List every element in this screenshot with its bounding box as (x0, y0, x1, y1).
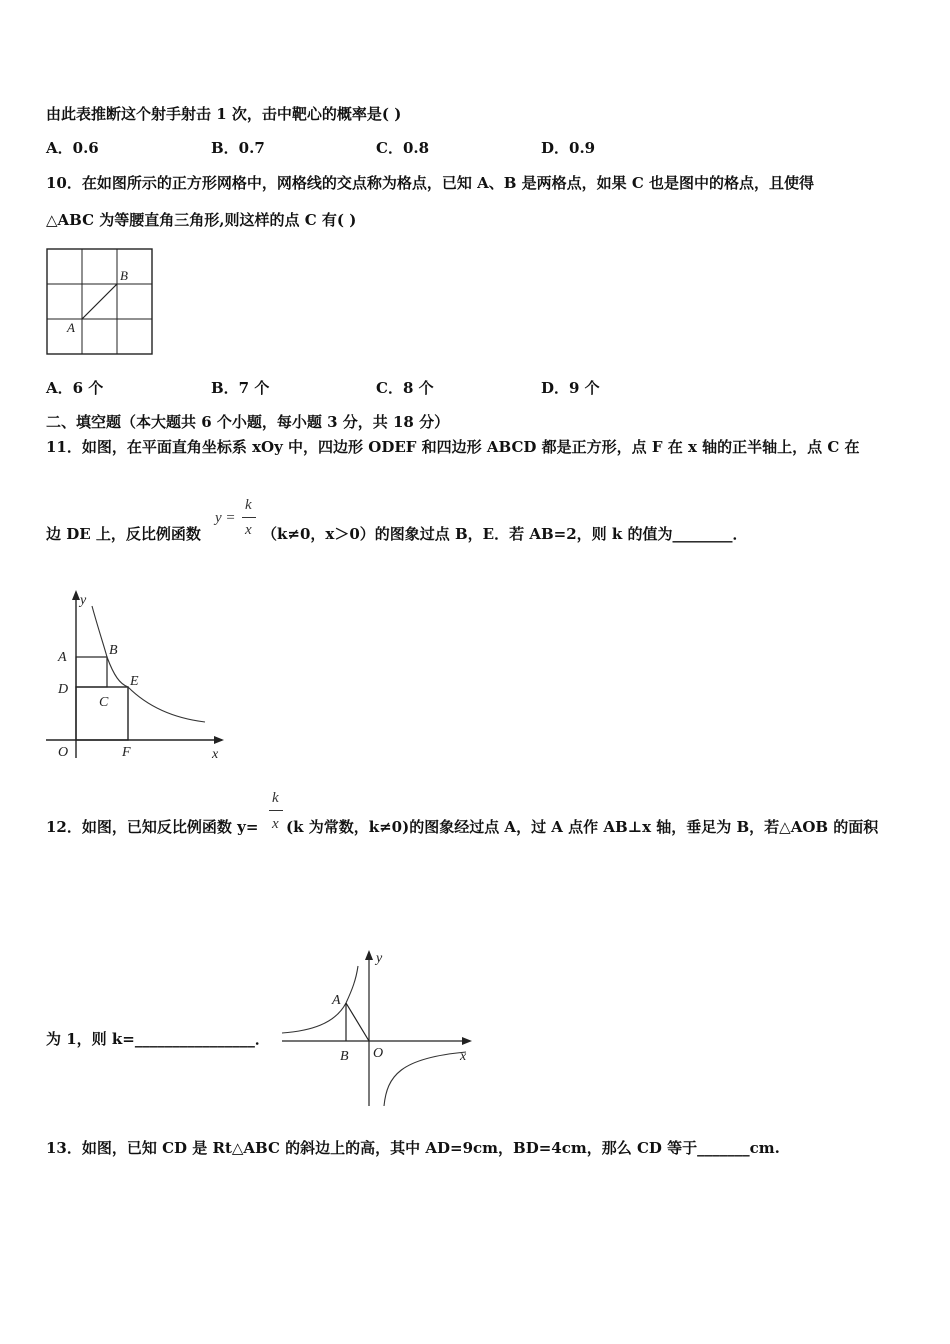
point-a-label: A (67, 320, 75, 335)
q12-formula-numerator: k (272, 790, 279, 806)
label-d: D (58, 682, 69, 697)
q11-stem-line1: 11．如图，在平面直角坐标系 xOy 中，四边形 ODEF 和四边形 ABCD 都是正方形，点 F 在 x 轴的正半轴上，点 C 在 (46, 438, 860, 456)
label-o: O (373, 1046, 384, 1061)
hyperbola-branch-right (384, 1052, 466, 1106)
q10-option-c: C．8 个 (376, 379, 434, 397)
label-c: C (99, 695, 109, 710)
q12-fraction-bar (269, 810, 283, 811)
q11-figure (42, 588, 232, 766)
q9-option-a: A．0.6 (46, 139, 99, 157)
q12-formula-denominator: x (272, 816, 279, 832)
label-x: x (212, 747, 219, 762)
q13-stem: 13．如图，已知 CD 是 Rt△ABC 的斜边上的高，其中 AD=9cm，BD=4cm，那么 CD 等于_______cm. (46, 1139, 780, 1157)
hyperbola-branch-left (282, 966, 358, 1033)
x-axis-arrow (462, 1037, 472, 1045)
q11-formula-lhs: y = (215, 510, 236, 526)
label-b: B (109, 643, 118, 658)
q11-stem-before: 边 DE 上，反比例函数 (46, 525, 201, 543)
q11-formula-numerator: k (245, 497, 252, 513)
section-heading: 二、填空题（本大题共 6 个小题，每小题 3 分，共 18 分） (46, 413, 450, 431)
q9-option-b: B．0.7 (211, 139, 265, 157)
q12-stem-line2: 为 1，则 k=________________． (46, 1030, 270, 1048)
label-x: x (460, 1049, 467, 1064)
square-abcd (76, 657, 107, 687)
hyperbola-curve (92, 606, 205, 722)
q10-option-d: D．9 个 (541, 379, 600, 397)
q12-figure (280, 946, 480, 1108)
q10-stem-line2: △ABC 为等腰直角三角形,则这样的点 C 有( ) (46, 211, 357, 229)
y-axis-arrow (72, 590, 80, 600)
q10-option-b: B．7 个 (211, 379, 270, 397)
segment-ao (346, 1003, 369, 1041)
q9-stem: 由此表推断这个射手射击 1 次，击中靶心的概率是( ) (46, 105, 402, 123)
q10-grid-figure (46, 248, 156, 358)
label-y: y (80, 593, 87, 608)
point-b-label: B (120, 268, 128, 283)
x-axis-arrow (214, 736, 224, 744)
label-b: B (340, 1049, 349, 1064)
q11-stem-after: （k≠0，x＞0）的图象过点 B，E．若 AB=2，则 k 的值为________． (262, 525, 748, 543)
label-o: O (58, 745, 69, 760)
q12-stem-before: 12．如图，已知反比例函数 y= (46, 818, 259, 836)
q10-stem-line1: 10．在如图所示的正方形网格中，网格线的交点称为格点，已知 A、B 是两格点，如果 C 也是图中的格点，且使得 (46, 174, 815, 192)
q10-option-a: A．6 个 (46, 379, 104, 397)
label-f: F (122, 745, 131, 760)
label-y: y (376, 951, 383, 966)
q11-fraction-bar (242, 517, 256, 518)
q9-option-d: D．0.9 (541, 139, 596, 157)
label-a: A (58, 650, 67, 665)
label-e: E (130, 674, 139, 689)
q12-stem-after: (k 为常数，k≠0)的图象经过点 A，过 A 点作 AB⊥x 轴，垂足为 B，若△AOB 的面积 (286, 818, 879, 836)
q9-option-c: C．0.8 (376, 139, 430, 157)
label-a: A (332, 993, 341, 1008)
y-axis-arrow (365, 950, 373, 960)
q11-formula-denominator: x (245, 522, 252, 538)
segment-ab (82, 284, 117, 319)
